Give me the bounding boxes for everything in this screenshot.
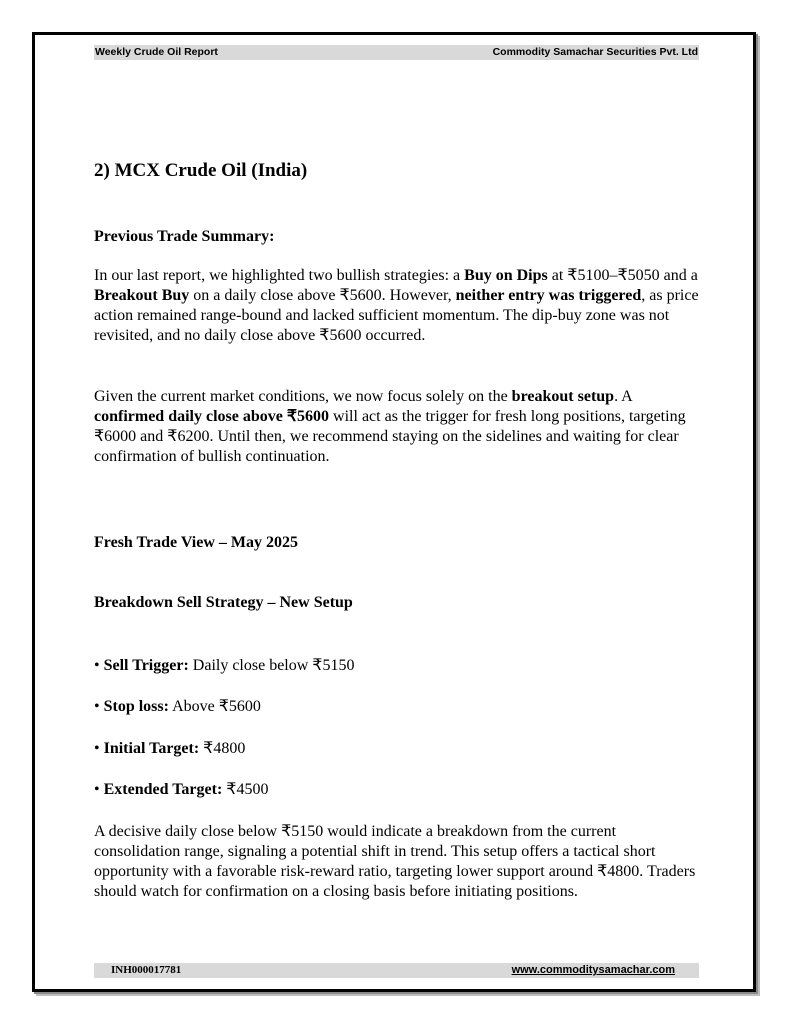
bullet-sell-trigger bbox=[94, 655, 354, 675]
page-header bbox=[94, 45, 699, 60]
bold-text: Breakout Buy bbox=[94, 287, 190, 304]
page-footer bbox=[94, 963, 699, 978]
text: Given the current market conditions, we now focus solely on the bbox=[94, 388, 512, 405]
bullet-label: Extended Target: bbox=[103, 781, 223, 798]
text: . A bbox=[614, 388, 632, 405]
bullet-extended-target bbox=[94, 779, 268, 799]
bullet-value: Daily close below ₹5150 bbox=[188, 657, 355, 674]
text: will act as the trigger for fresh long positions, targeting ₹6000 and ₹6200. Until then, we recommend staying on the sidelines and waiting for clear confirmation of bullish continuation. bbox=[94, 408, 686, 465]
bullet-initial-target bbox=[94, 738, 245, 758]
bold-text: Buy on Dips bbox=[464, 267, 548, 284]
section-title: 2) MCX Crude Oil (India) bbox=[94, 160, 308, 181]
bullet-mark: • bbox=[94, 740, 100, 757]
current-view-paragraph bbox=[94, 387, 704, 467]
bullet-value: Above ₹5600 bbox=[168, 698, 261, 715]
bold-text: neither entry was triggered bbox=[455, 287, 642, 304]
bullet-value: ₹4800 bbox=[199, 740, 246, 757]
bold-text: confirmed daily close above ₹5600 bbox=[94, 408, 330, 425]
bullet-value: ₹4500 bbox=[222, 781, 269, 798]
bold-text: breakout setup bbox=[511, 388, 615, 405]
previous-summary-paragraph bbox=[94, 266, 704, 346]
bullet-mark: • bbox=[94, 781, 100, 798]
registration-number: INH000017781 bbox=[111, 964, 182, 976]
text: at ₹5100–₹5050 and a bbox=[547, 267, 698, 284]
company-name: Commodity Samachar Securities Pvt. Ltd bbox=[492, 46, 698, 58]
bullet-stop-loss bbox=[94, 696, 261, 716]
bullet-label: Sell Trigger: bbox=[103, 657, 189, 674]
report-title: Weekly Crude Oil Report bbox=[95, 46, 218, 58]
text: , as price action remained range-bound and lacked sufficient momentum. The dip-buy zone was not revisited, and no daily close above ₹5600 occurred. bbox=[94, 287, 699, 344]
text: In our last report, we highlighted two bullish strategies: a bbox=[94, 267, 465, 284]
text: on a daily close above ₹5600. However, bbox=[189, 287, 456, 304]
fresh-trade-view-heading: Fresh Trade View – May 2025 bbox=[94, 534, 298, 551]
bullet-mark: • bbox=[94, 698, 100, 715]
strategy-heading: Breakdown Sell Strategy – New Setup bbox=[94, 594, 353, 611]
website-link[interactable]: www.commoditysamachar.com bbox=[511, 964, 675, 976]
bullet-label: Stop loss: bbox=[103, 698, 169, 715]
closing-paragraph: A decisive daily close below ₹5150 would indicate a breakdown from the current consolidation range, signaling a potential shift in trend. This setup offers a tactical short opportunity with a favorable risk-reward ratio, targeting lower support around ₹4800. Traders should watch for confirmation on a closing basis before initiating positions. bbox=[94, 823, 696, 900]
bullet-label: Initial Target: bbox=[103, 740, 200, 757]
bullet-mark: • bbox=[94, 657, 100, 674]
previous-summary-heading: Previous Trade Summary: bbox=[94, 228, 275, 245]
